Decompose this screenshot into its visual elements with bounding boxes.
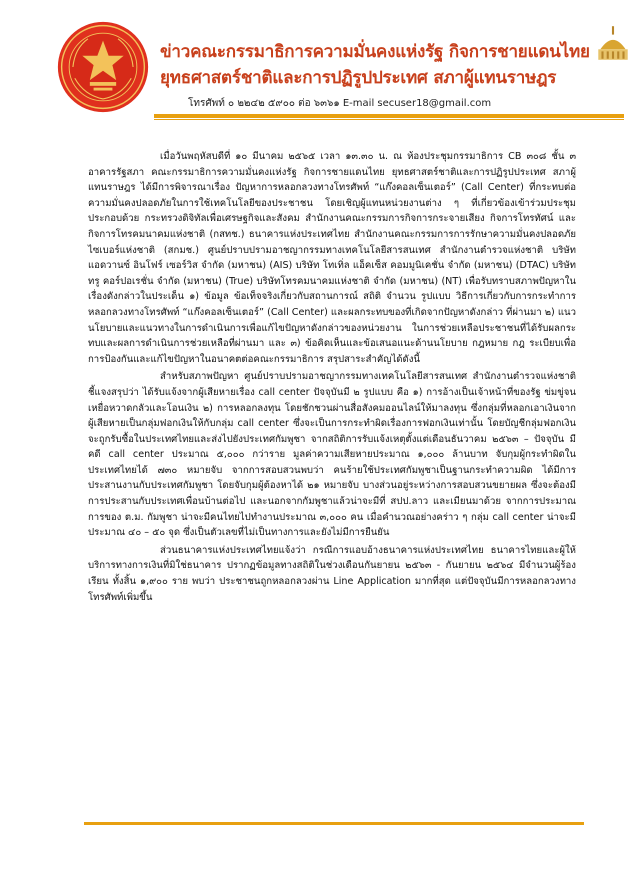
header-divider-thin — [154, 119, 624, 120]
header-title-line2: ยุทธศาสตร์ชาติและการปฏิรูปประเทศ สภาผู้แทนราษฎร — [160, 68, 557, 88]
header-title-line1: ข่าวคณะกรรมาธิการความมั่นคงแห่งรัฐ กิจการชายแดนไทย — [160, 42, 590, 62]
paragraph-1: เมื่อวันพฤหัสบดีที่ ๑๐ มีนาคม ๒๕๖๕ เวลา ๑๓.๓๐ น. ณ ห้องประชุมกรรมาธิการ CB ๓๐๘ ชั้น ๓ อาคารรัฐสภา คณะกรรมาธิการความมั่นคงแห่งรัฐ กิจการชายแดนไทย ยุทธศาสตร์ชาติและการปฏิรูปประเทศ สภาผู้แทนราษฎร ได้มีการพิจารณาเรื่อง ปัญหาการหลอกลวงทางโทรศัพท์ “แก๊งคอลเซ็นเตอร์” (Call Center) ที่กระทบต่อความมั่นคงปลอดภัยในการใช้เทคโนโลยีของประชาชน โดยเชิญผู้แทนหน่วยงานต่าง ๆ ที่เกี่ยวข้องเข้าร่วมประชุม ประกอบด้วย กระทรวงดิจิทัลเพื่อเศรษฐกิจและสังคม สำนักงานคณะกรรมการกิจการกระจายเสียง กิจการโทรทัศน์ และกิจการโทรคมนาคมแห่งชาติ (กสทช.) ธนาคารแห่งประเทศไทย สำนักงานคณะกรรมการการรักษาความมั่นคงปลอดภัยไซเบอร์แห่งชาติ (สกมช.) ศูนย์ปราบปรามอาชญากรรมทางเทคโนโลยีสารสนเทศ สำนักงานตำรวจแห่งชาติ บริษัท แอดวานซ์ อินโฟร์ เซอร์วิส จำกัด (มหาชน) (AIS) บริษัท โทเทิ่ล แอ็คเซ็ส คอมมูนิเคชั่น จำกัด (มหาชน) (DTAC) บริษัท ทรู คอร์ปอเรชั่น จำกัด (มหาชน) (True) บริษัทโทรคมนาคมแห่งชาติ จำกัด (มหาชน) (NT) เพื่อรับทราบสภาพปัญหาในเรื่องดังกล่าวในประเด็น ๑) ข้อมูล ข้อเท็จจริงเกี่ยวกับสถานการณ์ สถิติ จำนวน รูปแบบ วิธีการเกี่ยวกับการกระทำการหลอกลวงทางโทรศัพท์ “แก๊งคอลเซ็นเตอร์” (Call Center) และผลกระทบของที่เกิดจากปัญหาดังกล่าว ที่ผ่านมา ๒) แนวนโยบายและแนวทางในการดำเนินการเพื่อแก้ไขปัญหาดังกล่าวของหน่วยงาน ในการช่วยเหลือประชาชนที่ได้รับผลกระทบและผลการดำเนินการช่วยเหลือที่ผ่านมา และ ๓) ข้อคิดเห็นและข้อเสนอแนะด้านนโยบาย กฎหมาย กฎ ระเบียบเพื่อการป้องกันและแก้ไขปัญหาในอนาคตต่อคณะกรรมาธิการ สรุปสาระสำคัญได้ดังนี้ — [88, 151, 576, 365]
paragraph-3: ส่วนธนาคารแห่งประเทศไทยแจ้งว่า กรณีการแอบอ้างธนาคารแห่งประเทศไทย ธนาคารไทยและผู้ให้บริการทางการเงินที่มิใช่ธนาคาร ปรากฏข้อมูลทางสถิติในช่วงเดือนกันยายน ๒๕๖๓ - กันยายน ๒๕๖๔ มีจำนวนผู้ร้องเรียน ทั้งสิ้น ๑,๙๐๐ ราย พบว่า ประชาชนถูกหลอกลวงผ่าน Line Application มากที่สุด แต่ปัจจุบันมีการหลอกลวงทางโทรศัพท์เพิ่มขึ้น — [88, 544, 576, 603]
header-contact: โทรศัพท์ ๐ ๒๒๔๒ ๕๙๐๐ ต่อ ๖๓๖๑ E-mail secuser18@gmail.com — [188, 98, 492, 109]
document-body — [88, 149, 576, 607]
header-divider — [154, 114, 624, 118]
paragraph-2: สำหรับสภาพปัญหา ศูนย์ปราบปรามอาชญากรรมทางเทคโนโลยีสารสนเทศ สำนักงานตำรวจแห่งชาติ ชี้แจงสรุปว่า ได้รับแจ้งจากผู้เสียหายเรื่อง call center ปัจจุบันมี ๒ รูปแบบ คือ ๑) การอ้างเป็นเจ้าหน้าที่ของรัฐ ข่มขู่จนเหยื่อหวาดกลัวและโอนเงิน ๒) การหลอกลงทุน โดยชักชวนผ่านสื่อสังคมออนไลน์ให้มาลงทุน ซึ่งกลุ่มที่หลอกเอาเงินจากผู้เสียหายเป็นกลุ่มฟอกเงินให้กับกลุ่ม call center ซึ่งจะเป็นการกระทำผิดเรื่องการฟอกเงินเท่านั้น โดยบัญชีกลุ่มฟอกเงินจะถูกรับซื้อในประเทศไทยและส่งไปยังประเทศกัมพูชา จากสถิติการรับแจ้งเหตุตั้งแต่เดือนธันวาคม ๒๕๖๓ – ปัจจุบัน มีคดี call center ประมาณ ๕,๐๐๐ กว่าราย มูลค่าความเสียหายประมาณ ๑,๐๐๐ ล้านบาท จับกุมผู้กระทำผิดในประเทศไทยได้ ๗๓๐ หมายจับ จากการสอบสวนพบว่า คนร้ายใช้ประเทศกัมพูชาเป็นฐานกระทำความผิด ได้มีการประสานงานกับประเทศกัมพูชา โดยจับกุมผู้ต้องหาได้ ๒๑ หมายจับ บางส่วนอยู่ระหว่างการสอบสวนขยายผล ซึ่งจะต้องมีการประสานกับประเทศเพื่อนบ้านต่อไป และนอกจากกัมพูชาแล้วน่าจะมีที่ สปป.ลาว และเมียนมาด้วย จากการประมาณการของ ต.ม. กัมพูชา น่าจะมีคนไทยไปทำงานประมาณ ๓,๐๐๐ คน เมื่อคำนวณอย่างคร่าว ๆ กลุ่ม call center น่าจะมีประมาณ ๔๐ – ๕๐ จุด ซึ่งเป็นตัวเลขที่ไม่เป็นทางการและยังไม่มีการยืนยัน — [88, 371, 576, 539]
parliament-emblem-icon — [56, 20, 150, 114]
footer-divider — [84, 822, 584, 825]
